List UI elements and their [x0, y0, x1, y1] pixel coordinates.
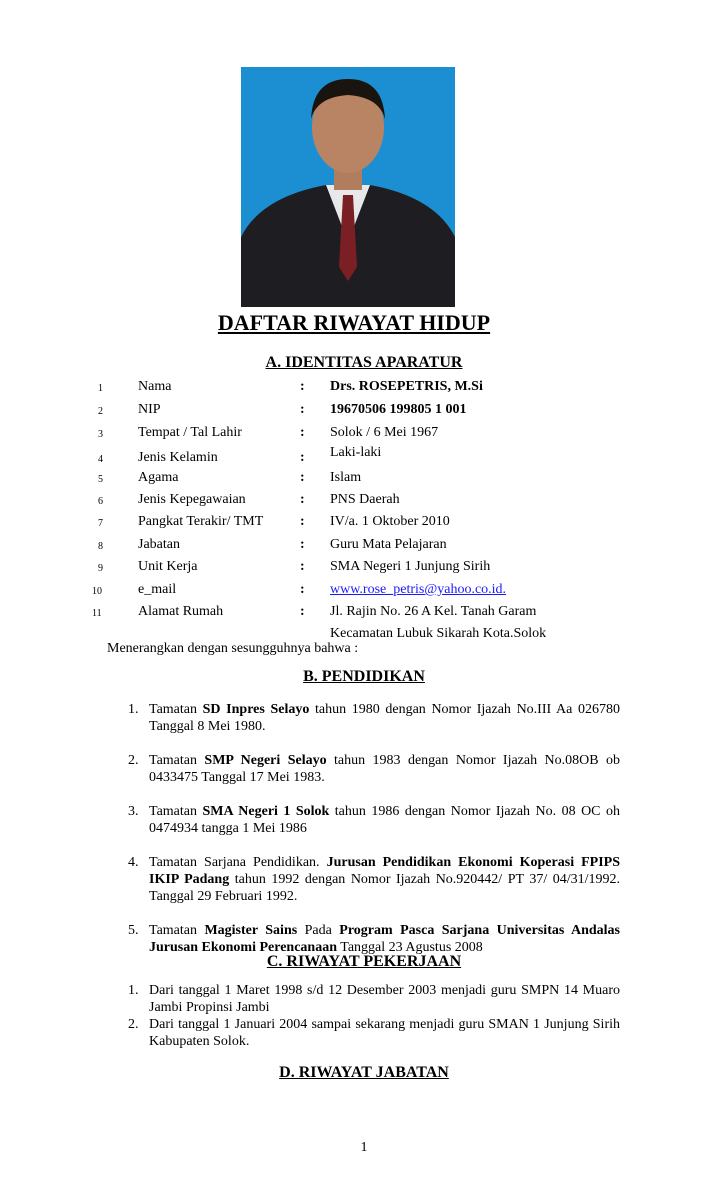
- page-number: 1: [360, 1140, 368, 1155]
- list-item: 3. Tamatan SMA Negeri 1 Solok tahun 1986 dengan Nomor Ijazah No. 08 OC oh 0474934 tangga 1 Mei 1986: [128, 804, 620, 836]
- row-separator: :: [300, 582, 305, 597]
- identity-row: [0, 425, 728, 443]
- row-number: 4: [98, 454, 103, 465]
- row-value: Solok / 6 Mei 1967: [330, 425, 439, 440]
- identity-row: [0, 604, 728, 622]
- section-heading-jabatan: D. RIWAYAT JABATAN: [279, 1064, 449, 1081]
- row-number: 8: [98, 541, 103, 552]
- row-value: Laki-laki: [330, 445, 382, 460]
- row-number: 2: [98, 406, 103, 417]
- row-number: 6: [98, 496, 103, 507]
- row-number: 11: [92, 608, 102, 619]
- row-number: 3: [98, 429, 103, 440]
- row-value: 19670506 199805 1 001: [330, 402, 467, 417]
- identity-row: [0, 582, 728, 600]
- row-separator: :: [300, 470, 305, 485]
- list-item: 5. Tamatan Magister Sains Pada Program Pasca Sarjana Universitas Andalas Jurusan Ekonomi Perencanaan Tanggal 23 Agustus 2008: [128, 923, 620, 955]
- row-number: 9: [98, 563, 103, 574]
- address-line-2: Kecamatan Lubuk Sikarah Kota.Solok: [330, 626, 547, 641]
- work-history-list: [128, 982, 620, 1050]
- identity-row: [0, 559, 728, 577]
- identity-row: [0, 402, 728, 420]
- identity-row: [0, 470, 728, 488]
- document-title: DAFTAR RIWAYAT HIDUP: [217, 310, 491, 335]
- row-value: Guru Mata Pelajaran: [330, 537, 447, 552]
- identity-row: [0, 537, 728, 555]
- portrait-photo: [241, 67, 455, 307]
- row-value: SMA Negeri 1 Junjung Sirih: [330, 559, 491, 574]
- row-separator: :: [300, 450, 305, 465]
- row-label: Unit Kerja: [138, 559, 198, 574]
- row-separator: :: [300, 379, 305, 394]
- row-value: PNS Daerah: [330, 492, 400, 507]
- section-heading-pendidikan: B. PENDIDIKAN: [303, 668, 425, 685]
- row-label: Jenis Kelamin: [138, 450, 218, 465]
- row-number: 5: [98, 474, 103, 485]
- identity-row: [0, 492, 728, 510]
- row-separator: :: [300, 604, 305, 619]
- row-separator: :: [300, 402, 305, 417]
- row-label: Tempat / Tal Lahir: [138, 425, 242, 440]
- row-label: Nama: [138, 379, 172, 394]
- row-label: e_mail: [138, 582, 177, 597]
- row-number: 7: [98, 518, 103, 529]
- list-item: 2. Dari tanggal 1 Januari 2004 sampai sekarang menjadi guru SMAN 1 Junjung Sirih Kabupaten Solok.: [128, 1017, 620, 1049]
- row-number: 10: [92, 586, 102, 597]
- row-label: Alamat Rumah: [138, 604, 224, 619]
- row-label: Pangkat Terakir/ TMT: [138, 514, 264, 529]
- list-item: 4. Tamatan Sarjana Pendidikan. Jurusan Pendidikan Ekonomi Koperasi FPIPS IKIP Padang tahun 1992 dengan Nomor Ijazah No.920442/ PT 37/ 04/31/1992. Tanggal 29 Februari 1992.: [128, 855, 621, 904]
- statement-text: Menerangkan dengan sesungguhnya bahwa :: [107, 641, 359, 656]
- row-separator: :: [300, 492, 305, 507]
- section-heading-pekerjaan: C. RIWAYAT PEKERJAAN: [266, 953, 462, 970]
- row-label: Agama: [138, 470, 179, 485]
- section-heading-identitas: A. IDENTITAS APARATUR: [265, 354, 463, 371]
- list-item: 2. Tamatan SMP Negeri Selayo tahun 1983 dengan Nomor Ijazah No.08OB ob 0433475 Tanggal 17 Mei 1983.: [128, 753, 621, 785]
- identity-row: [0, 379, 728, 397]
- row-value: Islam: [330, 470, 362, 485]
- education-list: [128, 701, 620, 956]
- row-separator: :: [300, 425, 305, 440]
- identity-row: [0, 514, 728, 532]
- row-separator: :: [300, 559, 305, 574]
- row-separator: :: [300, 514, 305, 529]
- row-value: IV/a. 1 Oktober 2010: [330, 514, 450, 529]
- row-label: Jenis Kepegawaian: [138, 492, 246, 507]
- list-item: 1. Dari tanggal 1 Maret 1998 s/d 12 Desember 2003 menjadi guru SMPN 14 Muaro Jambi Propinsi Jambi: [128, 983, 620, 1015]
- row-value: Jl. Rajin No. 26 A Kel. Tanah Garam: [330, 604, 537, 619]
- list-item: 1. Tamatan SD Inpres Selayo tahun 1980 dengan Nomor Ijazah No.III Aa 026780 Tanggal 8 Mei 1980.: [128, 702, 620, 734]
- row-number: 1: [98, 383, 103, 394]
- row-label: Jabatan: [138, 537, 180, 552]
- row-label: NIP: [138, 402, 161, 417]
- identity-row: [0, 445, 728, 468]
- email-link[interactable]: www.rose_petris@yahoo.co.id.: [330, 582, 507, 597]
- row-separator: :: [300, 537, 305, 552]
- row-value: Drs. ROSEPETRIS, M.Si: [330, 379, 483, 394]
